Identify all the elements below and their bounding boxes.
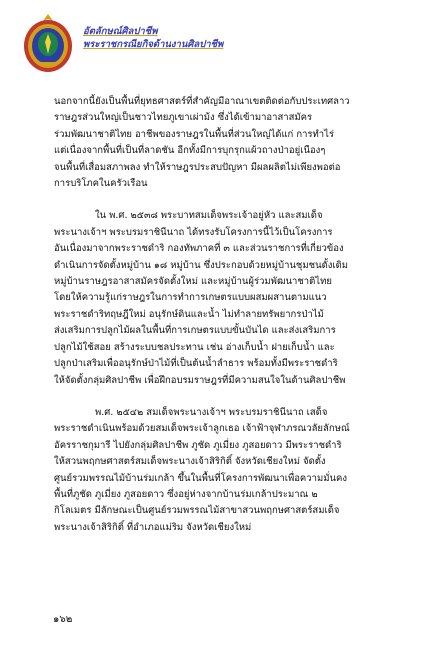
- text-line: ใน พ.ศ. ๒๕๓๘ พระบาทสมเด็จพระเจ้าอยู่หัว และสมเด็จ: [95, 210, 323, 222]
- text-line: ส่งเสริมการปลูกไม้ผลในพื้นที่การเกษตรแบบขั้นบันได และส่งเสริมการ: [54, 325, 336, 337]
- text-line: ปลูกไม้ใช้สอย สร้างระบบชลประทาน เช่น อ่างเก็บน้ำ ฝายเก็บน้ำ และ: [54, 341, 335, 353]
- paragraph-gap: [54, 192, 382, 208]
- text-line: ปลูกป่าเสริมเพื่ออนุรักษ์ป่าไม้ที่เป็นต้นน้ำลำธาร พร้อมทั้งมีพระราชดำริ: [54, 358, 338, 370]
- text-line: อันเนื่องมาจากพระราชดำริ กองทัพภาคที่ ๓ และส่วนราชการที่เกี่ยวข้อง: [54, 243, 344, 255]
- header-title: [83, 25, 223, 51]
- text-line: อัครราชกุมารี ไปยังกลุ่มศิลปาชีพ ภูชัด ภูเมี่ยง ภูสอยดาว มีพระราชดำริ: [54, 439, 342, 451]
- document-body: [54, 94, 382, 536]
- paragraph-gap: [54, 389, 382, 405]
- text-line: พ.ศ. ๒๕๔๒ สมเด็จพระนางเจ้าฯ พระบรมราชินีนาถ เสด็จ: [95, 406, 328, 418]
- text-line: แต่เนื่องจากพื้นที่เป็นที่ลาดชัน อีกทั้งมีการบุกรุกแผ้วถางป่าอยู่เนืองๆ: [54, 145, 326, 157]
- text-line: พระนางเจ้าฯ พระบรมราชินีนาถ ได้ทรงรับโครงการนี้ไว้เป็นโครงการ: [54, 226, 333, 238]
- text-line: พระราชดำริทฤษฎีใหม่ อนุรักษ์ดินและน้ำ ไม่ทำลายทรัพยากรป่าไม้: [54, 308, 324, 320]
- text-line: การบริโภคในครัวเรือน: [54, 178, 148, 190]
- text-line: นอกจากนี้ยังเป็นพื้นที่ยุทธศาสตร์ที่สำคัญมีอาณาเขตติดต่อกับประเทศลาว: [54, 96, 350, 107]
- text-line: กิโลเมตร มีลักษณะเป็นศูนย์รวมพรรณไม้สาขาสวนพฤกษศาสตร์สมเด็จ: [54, 505, 340, 517]
- paragraph: [54, 405, 382, 536]
- text-line: จนพื้นที่เสื่อมสภาพลง ทำให้ราษฎรประสบปัญหา มีผลผลิตไม่เพียงพอต่อ: [54, 161, 341, 173]
- text-line: พื้นที่ภูชัด ภูเมี่ยง ภูสอยดาว ซึ่งอยู่ห่างจากบ้านร่มเกล้าประมาณ ๒: [54, 488, 318, 500]
- paragraph: [54, 208, 382, 388]
- text-line: พระนางเจ้าสิริกิติ์ ที่อำเภอแม่ริม จังหวัดเชียงใหม่: [54, 521, 252, 533]
- text-line: พระราชดำเนินพร้อมด้วยสมเด็จพระเจ้าลูกเธอ เจ้าฟ้าจุฬาภรณวลัยลักษณ์: [54, 423, 350, 435]
- text-line: โดยให้ความรู้แก่ราษฎรในการทำการเกษตรแบบผสมผสานตามแนว: [54, 292, 327, 304]
- text-line: หมู่บ้านราษฎรอาสาสมัครจัดตั้งใหม่ และหมู่บ้านผู้ร่วมพัฒนาชาติไทย: [54, 276, 332, 288]
- paragraph: [54, 94, 382, 192]
- royal-seal-logo: [20, 12, 76, 74]
- header-title-line2: พระราชกรณียกิจด้านงานศิลปาชีพ: [83, 39, 224, 50]
- page-header: [20, 12, 420, 74]
- page-number: ๑๖๒: [53, 614, 73, 625]
- text-line: ศูนย์รวมพรรณไม้บ้านร่มเกล้า ขึ้นในพื้นที่โครงการพัฒนาเพื่อความมั่นคง: [54, 472, 347, 484]
- text-line: ร่วมพัฒนาชาติไทย อาชีพของราษฎรในพื้นที่ส่วนใหญ่ได้แก่ การทำไร่: [54, 128, 334, 140]
- header-title-line1: อัตลักษณ์ศิลปาชีพ: [83, 26, 158, 37]
- text-line: ดำเนินการจัดตั้งหมู่บ้าน ๑๘ หมู่บ้าน ซึ่งประกอบด้วยหมู่บ้านชุมชนดั้งเดิม: [54, 259, 349, 271]
- text-line: ให้จัดตั้งกลุ่มศิลปาชีพ เพื่อฝึกอบรมราษฎรที่มีความสนใจในด้านศิลปาชีพ: [54, 374, 346, 386]
- text-line: ให้สวนพฤกษศาสตร์สมเด็จพระนางเจ้าสิริกิติ์ จังหวัดเชียงใหม่ จัดตั้ง: [54, 456, 326, 468]
- text-line: ราษฎรส่วนใหญ่เป็นชาวไทยภูเขาเผ่าม้ง ซึ่งได้เข้ามาอาสาสมัคร: [54, 112, 313, 124]
